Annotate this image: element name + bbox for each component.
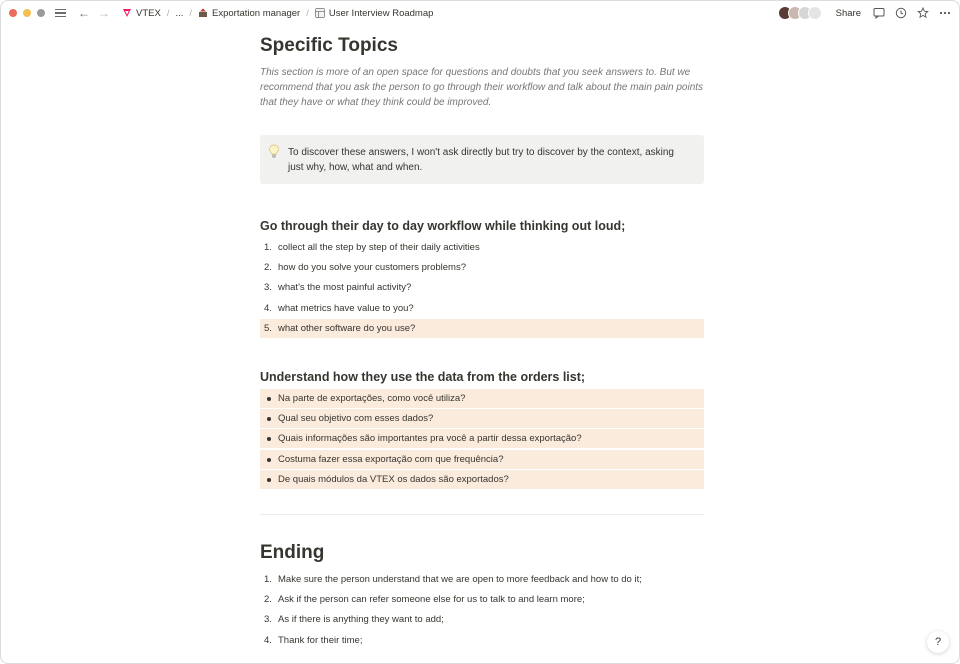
sidebar-toggle-icon[interactable] [55,9,66,18]
list-item-highlighted[interactable] [260,450,704,469]
list-item[interactable] [260,258,704,277]
intro-paragraph: This section is more of an open space for questions and doubts that you seek answers to. But we recommend that you ask the person to go through their workflow and talk about the main pain points that they have or what they think could be improved. [260,67,704,108]
list-number: 5. [264,322,272,334]
list-number: 4. [264,634,272,646]
list-item-text: Costuma fazer essa exportação com que frequência? [278,453,504,465]
list-number: 2. [264,262,272,274]
list-item-text: what's the most painful activity? [278,282,412,294]
breadcrumb-label: Exportation manager [212,7,301,19]
back-arrow-icon[interactable]: ← [78,6,90,20]
bullet-dot [267,478,271,482]
list-item-highlighted[interactable] [260,429,704,448]
list-number: 3. [264,282,272,294]
collaborator-avatars[interactable] [778,6,822,20]
more-options-icon[interactable] [939,7,951,19]
list-item[interactable] [260,299,704,318]
share-button[interactable]: Share [835,7,861,19]
list-item-text: Make sure the person understand that we are open to more feedback and how to do it; [278,574,642,585]
breadcrumb-item-exportation-manager[interactable] [198,8,300,19]
breadcrumb-label: ... [175,7,184,19]
heading-workflow: Go through their day to day workflow while thinking out loud; [260,219,626,233]
list-item[interactable] [260,278,704,297]
section-heading-ending: Ending [260,542,325,563]
avatar [808,6,822,20]
list-number: 3. [264,614,272,626]
breadcrumb-item-ellipsis[interactable] [175,8,183,19]
list-item-highlighted[interactable] [260,389,704,408]
top-bar [1,1,959,25]
list-item-text: As if there is anything they want to add; [278,614,444,626]
list-item-text: Qual seu objetivo com esses dados? [278,413,434,425]
list-item-text: De quais módulos da VTEX os dados são exportados? [278,473,509,485]
breadcrumb-item-vtex[interactable] [122,8,161,19]
zoom-window-button[interactable] [37,9,45,17]
list-item-text: Quais informações são importantes pra você a partir dessa exportação? [278,433,582,445]
page-grid-icon [315,8,325,18]
orders-bulleted-list [260,389,704,490]
list-item[interactable] [260,238,704,257]
callout-block [260,135,704,184]
lightbulb-icon [268,144,280,160]
breadcrumb-item-user-interview-roadmap[interactable] [315,8,434,19]
list-item-text: collect all the step by step of their daily activities [278,242,480,253]
top-right-tools [778,1,951,25]
box-export-icon [198,8,208,18]
minimize-window-button[interactable] [23,9,31,17]
list-item-highlighted[interactable] [260,319,704,338]
list-number: 1. [264,242,272,253]
list-item[interactable] [260,631,704,650]
vtex-logo-icon [122,8,132,18]
breadcrumb-label: VTEX [136,7,161,19]
breadcrumb-label: User Interview Roadmap [328,7,434,19]
list-item[interactable] [260,610,704,629]
list-item-text: Ask if the person can refer someone else for us to talk to and learn more; [278,594,585,606]
breadcrumb: VTEX / ... / Exportation manager / User Interview Roadmap [122,8,433,19]
list-item-text: what other software do you use? [278,322,416,334]
list-item-highlighted[interactable] [260,470,704,489]
close-window-button[interactable] [9,9,17,17]
list-number: 1. [264,574,272,585]
window-controls [9,9,45,17]
list-item-highlighted[interactable] [260,409,704,428]
list-item-text: how do you solve your customers problems? [278,262,466,274]
bullet-dot [267,458,271,462]
list-item[interactable] [260,570,704,589]
divider [260,514,704,515]
list-item-text: Thank for their time; [278,634,363,646]
section-heading-specific-topics: Specific Topics [260,35,398,56]
ending-numbered-list [260,570,704,651]
help-button[interactable]: ? [927,631,949,653]
bullet-dot [267,417,271,421]
bullet-dot [267,397,271,401]
list-number: 4. [264,302,272,314]
list-item-text: Na parte de exportações, como você utiliza? [278,393,466,404]
callout-text: To discover these answers, I won't ask directly but try to discover by the context, asking just why, how, what and when. [288,147,674,173]
favorite-star-icon[interactable] [917,7,929,19]
forward-arrow-icon[interactable]: → [98,6,110,20]
list-item[interactable] [260,590,704,609]
heading-orders-list: Understand how they use the data from the orders list; [260,370,586,384]
workflow-numbered-list [260,238,704,339]
history-clock-icon[interactable] [895,7,907,19]
list-item-text: what metrics have value to you? [278,302,414,314]
bullet-dot [267,437,271,441]
list-number: 2. [264,594,272,606]
comment-icon[interactable] [873,7,885,19]
